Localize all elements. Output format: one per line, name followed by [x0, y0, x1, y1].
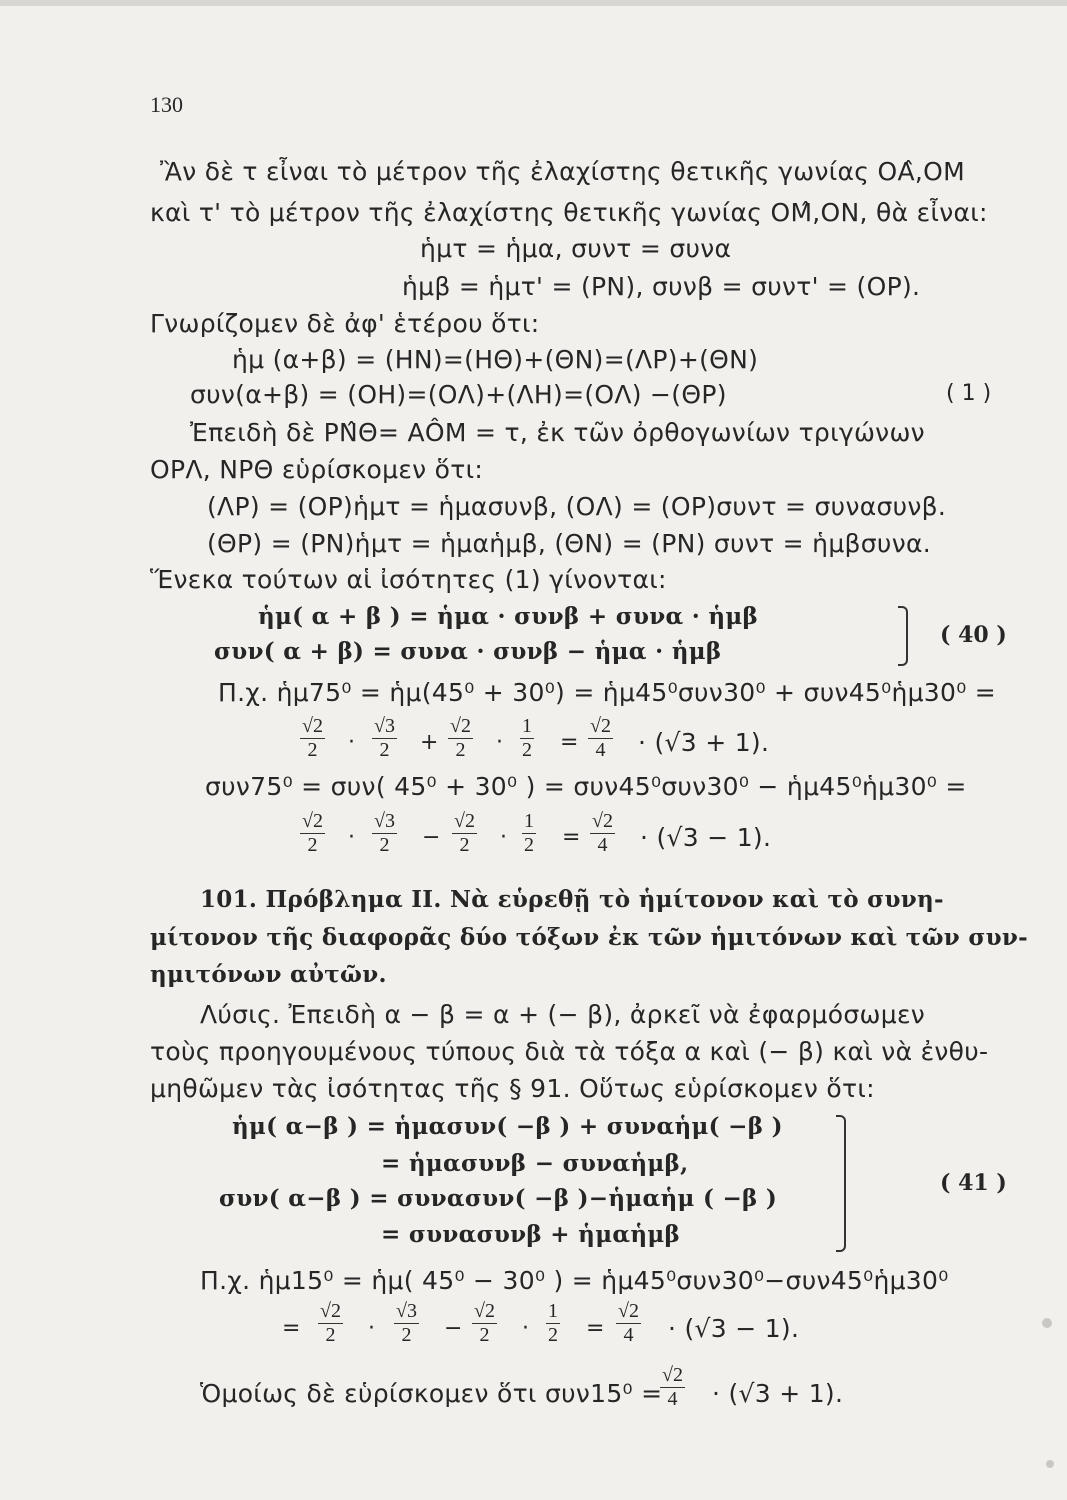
section-heading: ημιτόνων αὐτῶν.: [150, 961, 387, 988]
operator: ·: [500, 825, 508, 850]
formula-line: = ἡμασυνβ − συναἡμβ,: [381, 1150, 689, 1177]
formula-line: · (√3 − 1).: [640, 823, 772, 852]
text-line: Λύσις. Ἐπειδὴ α − β = α + (− β), ἀρκεῖ νὰ ἐφαρμόσωμεν: [200, 1000, 926, 1029]
operator: ·: [522, 1316, 530, 1341]
formula-line: συν(α+β) = (ΟΗ)=(ΟΛ)+(ΛΗ)=(ΟΛ) −(ΘΡ): [190, 380, 727, 409]
formula-line: ἡμ( α−β ) = ἡμασυν( −β ) + συναἡμ( −β ): [232, 1113, 783, 1140]
text-line: Γνωρίζομεν δὲ ἀφ' ἑτέρου ὅτι:: [150, 309, 540, 338]
fraction: $\frac{√2}{2}$: [474, 1300, 495, 1346]
fraction: $\frac{√2}{4}$: [662, 1364, 683, 1410]
fraction: $\frac{√2}{2}$: [302, 715, 323, 761]
section-heading: 101. Πρόβλημα ΙΙ. Νὰ εὑρεθῇ τὸ ἡμίτονον καὶ τὸ συνη-: [200, 886, 944, 913]
formula-line: συν75⁰ = συν( 45⁰ + 30⁰ ) = συν45⁰συν30⁰ − ἡμ45⁰ἡμ30⁰ =: [205, 772, 967, 801]
formula-line: Π.χ. ἡμ75⁰ = ἡμ(45⁰ + 30⁰) = ἡμ45⁰συν30⁰ + συν45⁰ἡμ30⁰ =: [218, 678, 997, 707]
formula-line: συν( α + β) = συνα · συνβ − ἡμα · ἡμβ: [214, 638, 722, 665]
formula-line: ἡμτ = ἡμα, συντ = συνα: [420, 234, 732, 263]
operator: ·: [348, 730, 356, 755]
fraction: $\frac{1}{2}$: [548, 1300, 558, 1346]
equation-number: ( 41 ): [940, 1170, 1007, 1196]
fraction: $\frac{1}{2}$: [522, 715, 532, 761]
equation-brace: [836, 1115, 846, 1252]
operator: ·: [348, 825, 356, 850]
text-line: τοὺς προηγουμένους τύπους διὰ τὰ τόξα α καὶ (− β) καὶ νὰ ἐνθυ-: [150, 1037, 989, 1066]
operator: =: [586, 1316, 605, 1341]
scan-mark: [1042, 1318, 1052, 1328]
operator: ·: [368, 1316, 376, 1341]
formula-line: (ΛΡ) = (ΟΡ)ἡμτ = ἡμασυνβ, (ΟΛ) = (ΟΡ)συντ = συνασυνβ.: [207, 492, 947, 521]
fraction: $\frac{√2}{2}$: [320, 1300, 341, 1346]
fraction: $\frac{√2}{2}$: [450, 715, 471, 761]
fraction: $\frac{√2}{2}$: [454, 810, 475, 856]
page-top-edge: [0, 0, 1067, 6]
text-line: Ἐπειδὴ δὲ ΡΝ̂Θ= ΑÔΜ = τ, ἐκ τῶν ὀρθογωνίων τριγώνων: [190, 418, 925, 447]
fraction: $\frac{√2}{4}$: [592, 810, 613, 856]
operator: =: [282, 1316, 301, 1341]
operator: −: [444, 1316, 463, 1341]
equation-number: ( 1 ): [946, 381, 992, 406]
formula-line: · (√3 − 1).: [668, 1314, 800, 1343]
fraction: $\frac{√3}{2}$: [396, 1300, 417, 1346]
formula-line: Π.χ. ἡμ15⁰ = ἡμ( 45⁰ − 30⁰ ) = ἡμ45⁰συν30⁰−συν45⁰ἡμ30⁰: [200, 1266, 949, 1295]
equation-number: ( 40 ): [940, 622, 1007, 648]
text-line: Ἕνεκα τούτων αἱ ἰσότητες (1) γίνονται:: [150, 565, 667, 594]
formula-line: ἡμ( α + β ) = ἡμα · συνβ + συνα · ἡμβ: [258, 603, 759, 630]
text-line: Ἂν δὲ τ εἶναι τὸ μέτρον τῆς ἐλαχίστης θετικῆς γωνίας ΟΑ̂,ΟΜ: [160, 157, 965, 186]
text-line: Ὁμοίως δὲ εὑρίσκομεν ὅτι συν15⁰ =: [200, 1379, 663, 1408]
formula-line: (ΘΡ) = (ΡΝ)ἡμτ = ἡμαἡμβ, (ΘΝ) = (ΡΝ) συντ = ἡμβσυνα.: [207, 529, 931, 558]
equation-brace: [898, 606, 908, 666]
operator: =: [560, 730, 579, 755]
fraction: $\frac{√3}{2}$: [374, 810, 395, 856]
text-line: μηθῶμεν τὰς ἰσότητας τῆς § 91. Οὕτως εὑρίσκομεν ὅτι:: [150, 1074, 875, 1103]
operator: −: [422, 825, 441, 850]
formula-line: · (√3 + 1).: [638, 728, 770, 757]
fraction: $\frac{√3}{2}$: [374, 715, 395, 761]
scan-mark: [1046, 1460, 1054, 1468]
fraction: $\frac{√2}{4}$: [618, 1300, 639, 1346]
operator: =: [562, 825, 581, 850]
formula-line: = συνασυνβ + ἡμαἡμβ: [381, 1221, 681, 1248]
text-line: καὶ τ' τὸ μέτρον τῆς ἐλαχίστης θετικῆς γωνίας ΟΜ̂,ΟΝ, θὰ εἶναι:: [150, 198, 988, 227]
fraction: $\frac{√2}{4}$: [590, 715, 611, 761]
fraction: $\frac{1}{2}$: [524, 810, 534, 856]
formula-line: · (√3 + 1).: [712, 1379, 844, 1408]
text-line: ΟΡΛ, ΝΡΘ εὑρίσκομεν ὅτι:: [150, 455, 484, 484]
formula-line: ἡμβ = ἡμτ' = (ΡΝ), συνβ = συντ' = (ΟΡ).: [402, 272, 921, 301]
operator: ·: [496, 730, 504, 755]
formula-line: ἡμ (α+β) = (ΗΝ)=(ΗΘ)+(ΘΝ)=(ΛΡ)+(ΘΝ): [232, 345, 759, 374]
operator: +: [420, 730, 439, 755]
section-heading: μίτονον τῆς διαφορᾶς δύο τόξων ἐκ τῶν ἡμιτόνων καὶ τῶν συν-: [150, 924, 1028, 951]
fraction: $\frac{√2}{2}$: [302, 810, 323, 856]
formula-line: συν( α−β ) = συνασυν( −β )−ἡμαἡμ ( −β ): [219, 1185, 778, 1212]
page-number: 130: [150, 92, 183, 117]
